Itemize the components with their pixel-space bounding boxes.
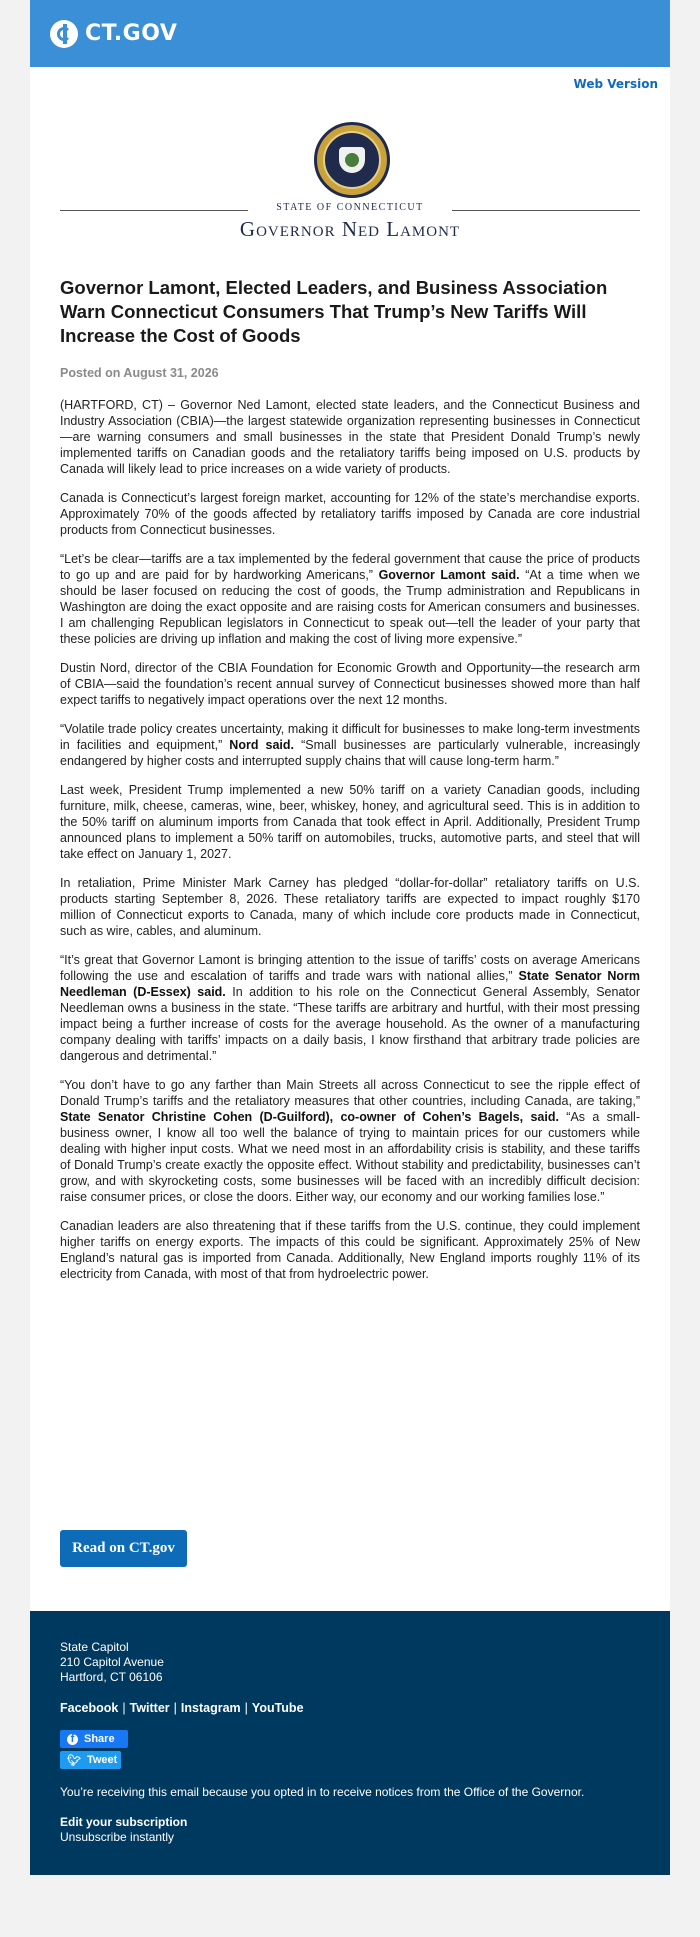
read-on-ctgov-button[interactable]: Read on CT.gov (60, 1530, 187, 1567)
twitter-link[interactable]: Twitter (129, 1701, 170, 1715)
youtube-link[interactable]: YouTube (251, 1701, 304, 1715)
ct-gov-logo[interactable] (50, 20, 177, 48)
tweet-button[interactable]: 🐦︎ Tweet (60, 1751, 121, 1769)
paragraph: Last week, President Trump implemented a new 50% tariff on a variety Canadian goods, including furniture, milk, cheese, cameras, wine, beer, whiskey, honey, and agricultural seed. This is in addition to the 50% tariff on aluminum imports from Canada that took effect in April. Additionally, President Trump announced plans to implement a 50% tariff on automobiles, trucks, automotive parts, and steel that will take effect on January 1, 2027. (60, 783, 640, 861)
paragraph: “Let’s be clear—tariffs are a tax implemented by the federal government that cause the price of products to go up and are paid for by hardworking Americans,” Governor Lamont said. “At a time when we should be laser focused on reducing the cost of goods, the Trump administration and Republicans in Washington are doing the exact opposite and are raising costs for American consumers and businesses. I am challenging Republican legislators in Connecticut to speak out—tell the leader of your party that these policies are driving up inflation and making the cost of living more expensive.” (60, 552, 641, 646)
paragraph: “It’s great that Governor Lamont is bringing attention to the issue of tariffs’ costs on average Americans following the use and escalation of tariffs and trade wars with national allies,” State Senator Norm Needleman (D-Essex) said. In addition to his role on the Connecticut General Assembly, Senator Needleman owns a business in the state. “These tariffs are arbitrary and hurtful, with their most pressing impact being a further increase of costs for the average household. As the owner of a manufacturing company dealing with tariffs’ impacts on a daily basis, I know firsthand that arbitrary trade policies are dangerous and detrimental.” (60, 953, 641, 1063)
speaker-attribution: State Senator Norm Needleman (D-Essex) said. (60, 969, 641, 999)
speaker-attribution: State Senator Christine Cohen (D-Guilford), co-owner of Cohen’s Bagels, said. (60, 1110, 559, 1124)
instagram-link[interactable]: Instagram (180, 1701, 241, 1715)
speaker-attribution: Nord said. (229, 738, 295, 752)
unsubscribe-link[interactable]: Unsubscribe instantly (60, 1830, 175, 1844)
article-body (60, 397, 640, 1295)
paragraph: In retaliation, Prime Minister Mark Carney has pledged “dollar-for-dollar” retaliatory tariffs on U.S. products starting September 8, 2026. These retaliatory tariffs are expected to impact roughly $170 million of Connecticut exports to Canada, many of which include core products made in Connecticut, such as wire, cables, and aluminum. (60, 876, 640, 938)
speaker-attribution: Governor Lamont said. (378, 568, 520, 582)
facebook-icon: f (67, 1734, 78, 1745)
facebook-share-button[interactable]: f Share (60, 1730, 128, 1748)
paragraph: Canada is Connecticut’s largest foreign market, accounting for 12% of the state’s merchandise exports. Approximately 70% of the goods affected by retaliatory tariffs imposed by Canada are core industrial products from Connecticut businesses. (60, 491, 640, 537)
paragraph: (HARTFORD, CT) – Governor Ned Lamont, elected state leaders, and the Connecticut Business and Industry Association (CBIA)—the largest statewide organization representing businesses in Connecticut—are warning consumers and small businesses in the state that President Donald Trump’s newly implemented tariffs on Canadian goods and the retaliatory tariffs being imposed on U.S. products by Canada will likely lead to price increases on a wide variety of products. (60, 398, 640, 476)
ct-logo-icon (50, 20, 78, 48)
state-label: STATE OF CONNECTICUT (276, 202, 424, 213)
state-label-row (60, 202, 640, 218)
header-bar (30, 0, 670, 67)
paragraph: Dustin Nord, director of the CBIA Foundation for Economic Growth and Opportunity—the research arm of CBIA—said the foundation’s recent annual survey of Connecticut businesses showed more than half expect tariffs to negatively impact operations over the next 12 months. (60, 661, 640, 707)
state-seal-icon (314, 122, 390, 198)
twitter-bird-icon: 🐦︎ (67, 1754, 81, 1767)
logo-text: CT.GOV (85, 21, 178, 46)
web-version-link[interactable]: Web Version (573, 77, 658, 91)
subscription-notice: You’re receiving this email because you opted in to receive notices from the Office of the Governor. (60, 1785, 585, 1799)
footer-address: State Capitol 210 Capitol Avenue Hartford, CT 06106 (60, 1640, 164, 1684)
paragraph: Canadian leaders are also threatening that if these tariffs from the U.S. continue, they could implement higher tariffs on energy exports. The impacts of this could be significant. Approximately 25% of New England’s natural gas is imported from Canada. Additionally, New England imports roughly 11% of its electricity from Canada, with most of that from hydroelectric power. (60, 1219, 640, 1281)
social-links: Facebook | Twitter | Instagram | YouTube (60, 1701, 304, 1715)
paragraph: “You don’t have to go any farther than Main Streets all across Connecticut to see the ripple effect of Donald Trump’s tariffs and the retaliatory measures that other countries, including Canada, are taking,” State Senator Christine Cohen (D-Guilford), co-owner of Cohen’s Bagels, said. “As a small-business owner, I know all too well the balance of trying to maintain prices for our customers while dealing with higher input costs. What we need most in an affordability crisis is stability, and these tariffs of Donald Trump’s create exactly the opposite effect. Without stability and predictability, businesses can’t grow, and with skyrocketing costs, some businesses will be faced with an incredibly difficult decision: raise consumer prices, or close the doors. Either way, our economy and our working families lose.” (60, 1078, 640, 1204)
edit-subscription-link[interactable]: Edit your subscription (60, 1815, 188, 1829)
email-container (30, 0, 670, 1875)
footer (30, 1611, 670, 1875)
facebook-link[interactable]: Facebook (60, 1701, 119, 1715)
posted-date: Posted on August 31, 2026 (60, 366, 219, 380)
paragraph: “Volatile trade policy creates uncertainty, making it difficult for businesses to make long-term investments in facilities and equipment,” Nord said. “Small businesses are particularly vulnerable, increasingly endangered by higher costs and interrupted supply chains that will cause long-term harm.” (60, 722, 640, 768)
governor-name: Governor Ned Lamont (239, 217, 461, 241)
press-release-headline: Governor Lamont, Elected Leaders, and Business Association Warn Connecticut Consumers That Trump’s New Tariffs Will Increase the Cost of Goods (60, 277, 608, 346)
